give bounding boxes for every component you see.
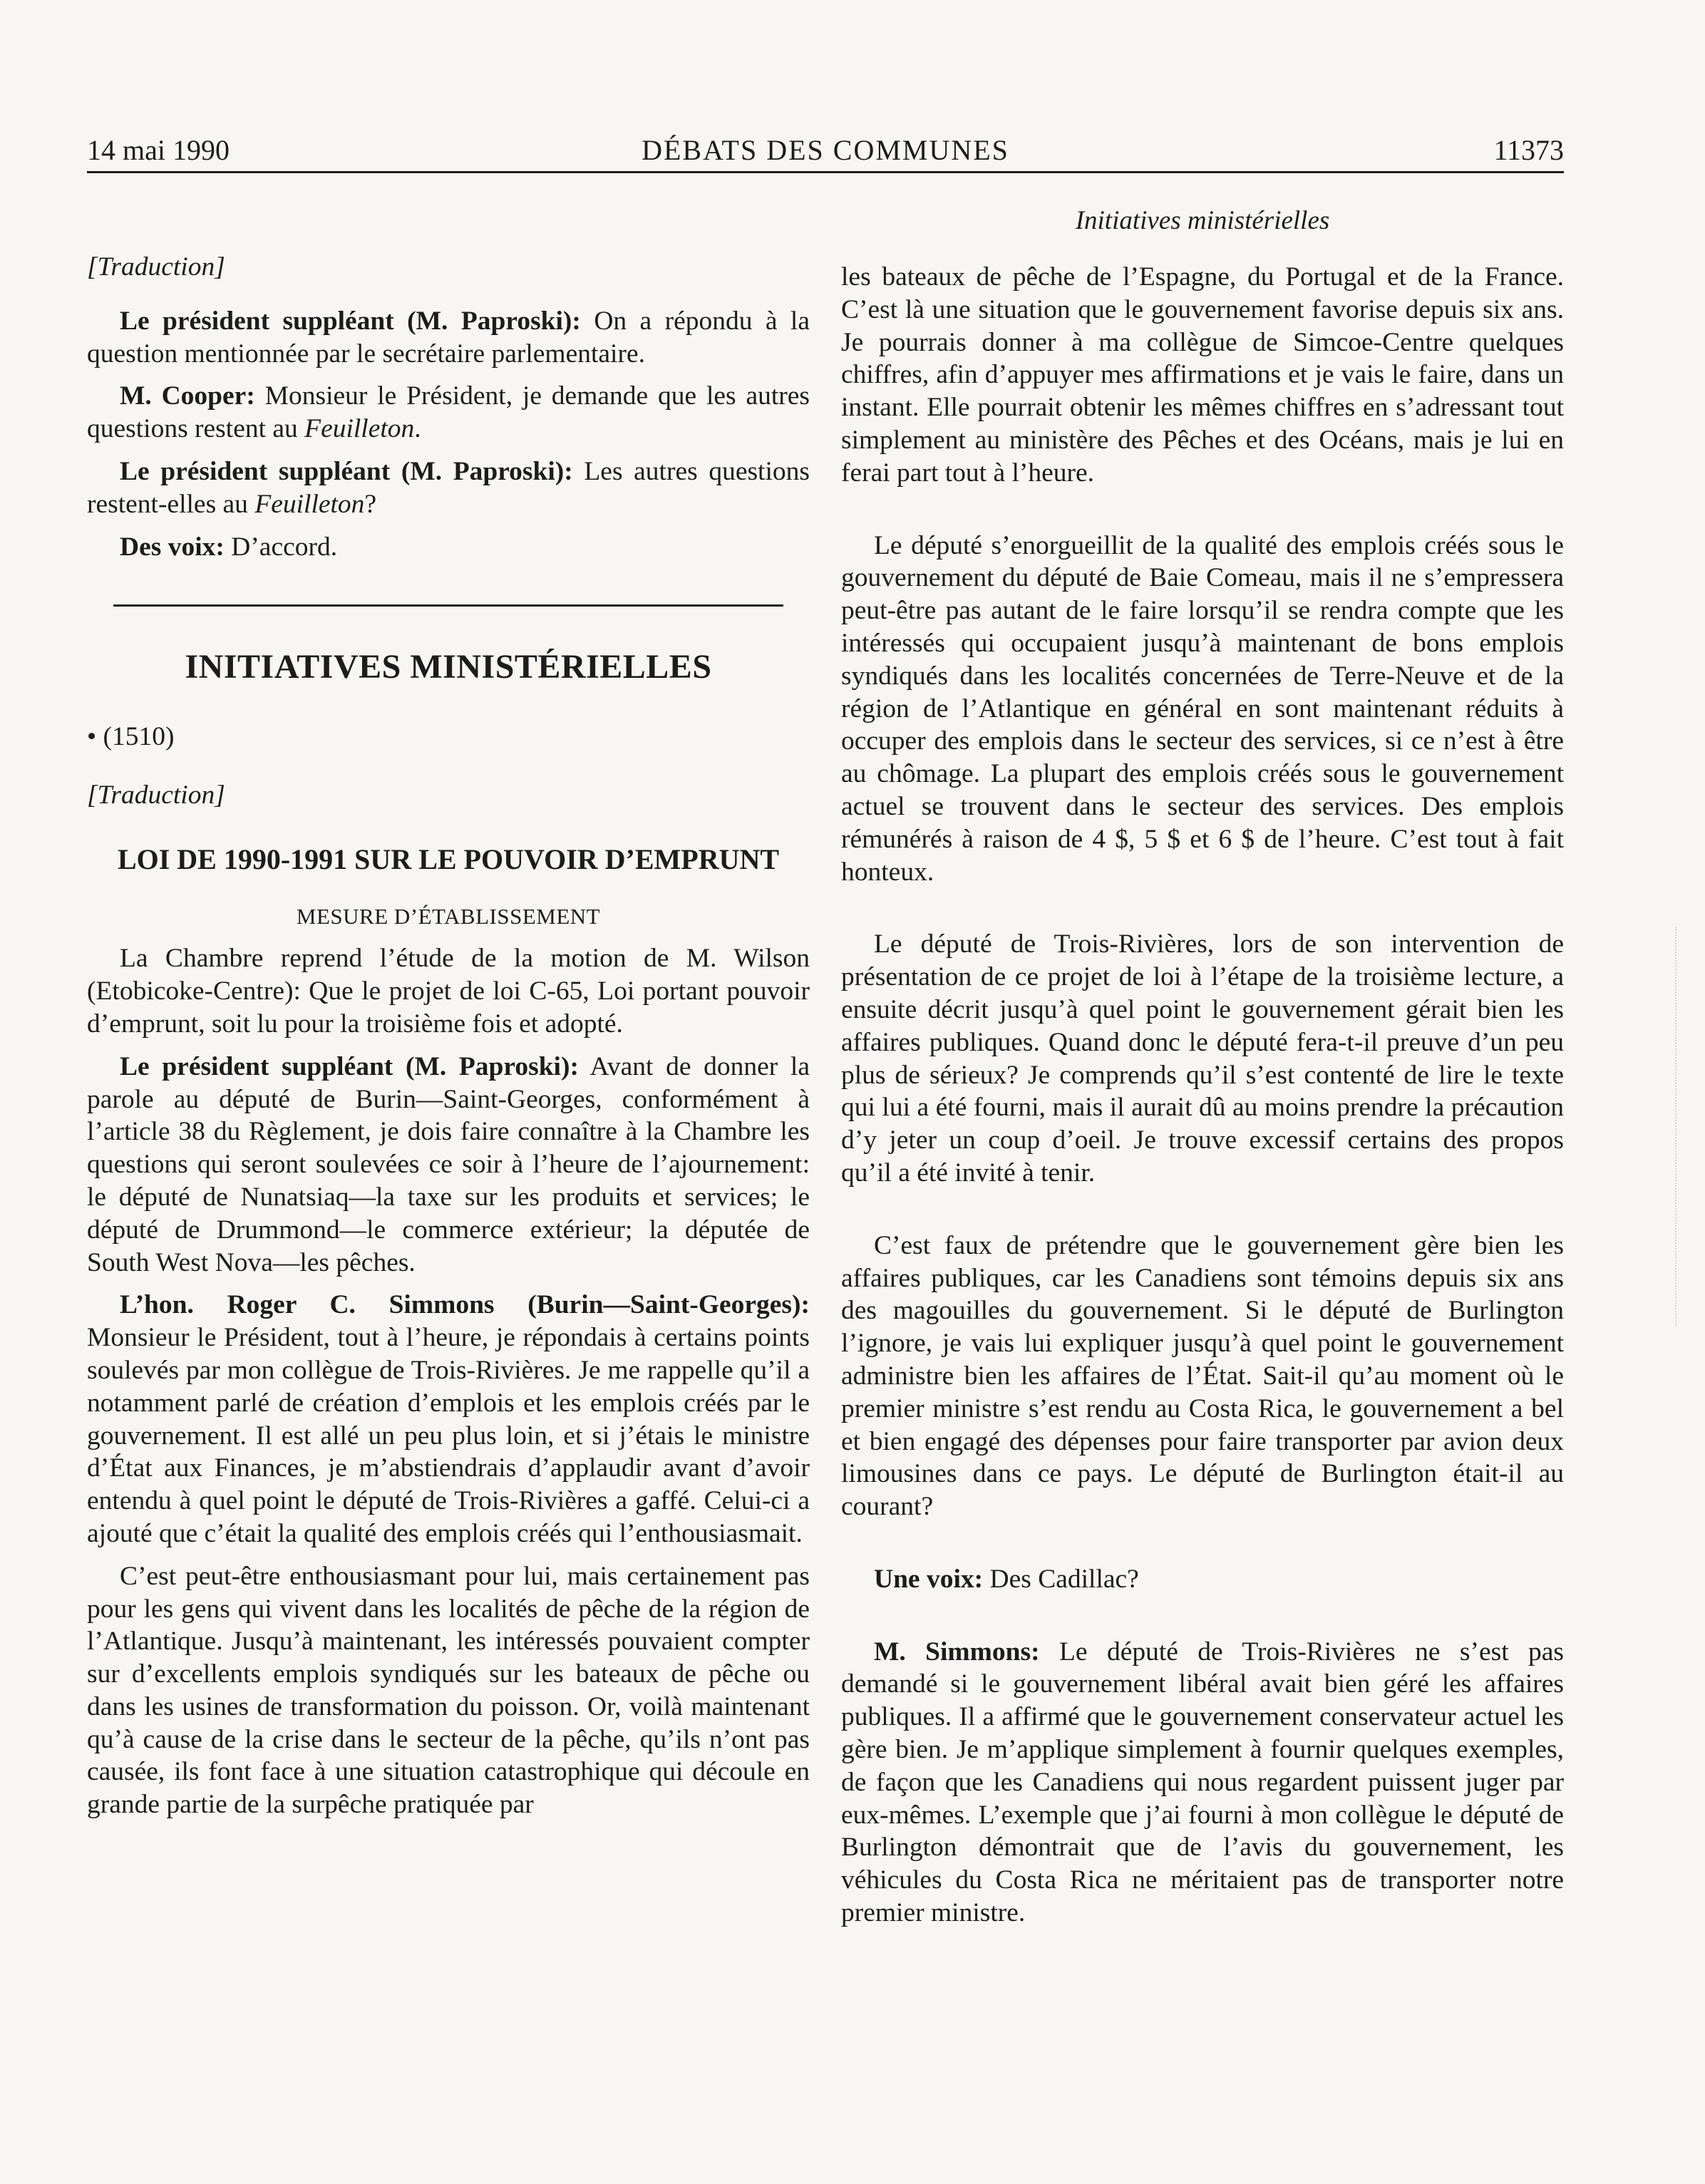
header-title: DÉBATS DES COMMUNES (642, 134, 1009, 166)
section-divider (113, 604, 783, 607)
speech-paragraph: Une voix: Des Cadillac? (874, 1564, 1139, 1594)
section-title: INITIATIVES MINISTÉRIELLES (185, 648, 712, 686)
speech-paragraph: La Chambre reprend l’étude de la motion de M. Wilson (Etobicoke-Centre): Que le projet de loi C-65, Loi portant pouvoir d’emprunt, soit lu pour la troisième fois et adopté. (87, 944, 810, 1039)
speech-paragraph: Le député s’enorgueillit de la qualité des emplois créés sous le gouvernement du député de Baie Comeau, mais il ne s’empressera peut-être pas autant de le faire lorsqu’il se rendra compte que les intéressés qui occupaient jusqu’à maintenant de bons emplois syndiqués dans les localités concernées de Terre-Neuve et de la région de l’Atlantique en général en sont maintenant réduits à occuper des emplois dans le secteur des services, si ce n’est à être au chômage. La plupart des emplois créés sous le gouvernement actuel se trouvent dans le secteur des services. Des emplois rémunérés à raison de 4 $, 5 $ et 6 $ de l’heure. C’est tout à fait honteux. (841, 530, 1564, 887)
left-column (87, 251, 810, 1821)
speech-paragraph: M. Simmons: Le député de Trois-Rivières ne s’est pas demandé si le gouvernement libéral avait bien géré les affaires publiques. Il a affirmé que le gouvernement conservateur actuel les gère bien. Je m’applique simplement à fournir quelques exemples, de façon que les Canadiens qui nous regardent puissent juger par eux-mêmes. L’exemple que j’ai fourni à mon collègue le député de Burlington démontrait que de l’avis du gouvernement, les véhicules du Costa Rica ne méritaient pas de transporter notre premier ministre. (841, 1637, 1564, 1928)
speech-paragraph: Le président suppléant (M. Paproski): Les autres questions restent-elles au Feuilleton? (87, 456, 810, 519)
time-marker: • (1510) (87, 722, 175, 752)
speech-paragraph: M. Cooper: Monsieur le Président, je demande que les autres questions restent au Feuilleton. (87, 381, 810, 444)
header-date: 14 mai 1990 (87, 134, 230, 166)
column-header: Initiatives ministérielles (1075, 206, 1330, 235)
page-header (87, 130, 1564, 173)
traduction-note: [Traduction] (87, 252, 225, 282)
right-column (841, 261, 1564, 1930)
speech-paragraph: les bateaux de pêche de l’Espagne, du Portugal et de la France. C’est là une situation que le gouvernement favorise depuis six ans. Je pourrais donner à ma collègue de Simcoe-Centre quelques chiffres, afin d’appuyer mes affirmations et je vais le faire, dans un instant. Elle pourrait obtenir les mêmes chiffres en s’adressant tout simplement au ministère des Pêches et des Océans, mais je lui en ferai part tout à l’heure. (841, 262, 1564, 488)
speech-paragraph: Des voix: D’accord. (120, 532, 338, 562)
speech-paragraph: C’est peut-être enthousiasmant pour lui, mais certainement pas pour les gens qui vivent dans les localités de pêche de la région de l’Atlantique. Jusqu’à maintenant, les intéressés pouvaient compter sur d’excellents emplois syndiqués sur les bateaux de pêche ou dans les usines de transformation du poisson. Or, voilà maintenant qu’à cause de la crise dans le secteur de la pêche, qu’ils n’ont pas causée, ils font face à une situation catastrophique qui découle en grande partie de la surpêche pratiquée par (87, 1561, 810, 1820)
traduction-note: [Traduction] (87, 780, 225, 810)
speech-paragraph: Le député de Trois-Rivières, lors de son intervention de présentation de ce projet de loi à l’étape de la troisième lecture, a ensuite décrit jusqu’à quel point le gouvernement gérait bien les affaires publiques. Quand donc le député fera-t-il preuve d’un peu plus de sérieux? Je comprends qu’il s’est contenté de lire le texte qui lui a été fourni, mais il aurait dû au moins prendre la précaution d’y jeter un coup d’oeil. Je trouve excessif certains des propos qu’il a été invité à tenir. (841, 929, 1564, 1188)
speech-paragraph: Le président suppléant (M. Paproski): Avant de donner la parole au député de Burin—Saint-Georges, conformément à l’article 38 du Règlement, je dois faire connaître à la Chambre les questions qui seront soulevées ce soir à l’heure de l’ajournement: le député de Nunatsiaq—la taxe sur les produits et services; le député de Drummond—le commerce extérieur; la députée de South West Nova—les pêches. (87, 1051, 810, 1277)
scan-margin-artifact (1675, 927, 1698, 1326)
speech-paragraph: C’est faux de prétendre que le gouvernement gère bien les affaires publiques, car les Canadiens sont témoins depuis six ans des magouilles du gouvernement. Si le député de Burlington l’ignore, je vais lui expliquer jusqu’à quel point le gouvernement administre bien les affaires de l’État. Sait-il qu’au moment où le premier ministre s’est rendu au Costa Rica, le gouvernement a bel et bien engagé des dépenses pour faire transporter par avion deux limousines dans ce pays. Le député de Burlington était-il au courant? (841, 1230, 1564, 1522)
speech-paragraph: L’hon. Roger C. Simmons (Burin—Saint-Georges): Monsieur le Président, tout à l’heure, je répondais à certains points soulevés par mon collègue de Trois-Rivières. Je me rappelle qu’il a notamment parlé de création d’emplois et les emplois créés par le gouvernement. Il est allé un peu plus loin, et si j’étais le ministre d’État aux Finances, je m’abstiendrais d’applaudir avant d’avoir entendu à quel point le député de Trois-Rivières a gaffé. Celui-ci a ajouté que c’était la qualité des emplois créés qui l’enthousiasmait. (87, 1290, 810, 1548)
bill-title: LOI DE 1990-1991 SUR LE POUVOIR D’EMPRUNT (117, 843, 780, 875)
speech-paragraph: Le président suppléant (M. Paproski): On a répondu à la question mentionnée par le secrétaire parlementaire. (87, 306, 810, 369)
header-page-number: 11373 (1493, 134, 1564, 166)
bill-subtitle: MESURE D’ÉTABLISSEMENT (296, 903, 601, 929)
